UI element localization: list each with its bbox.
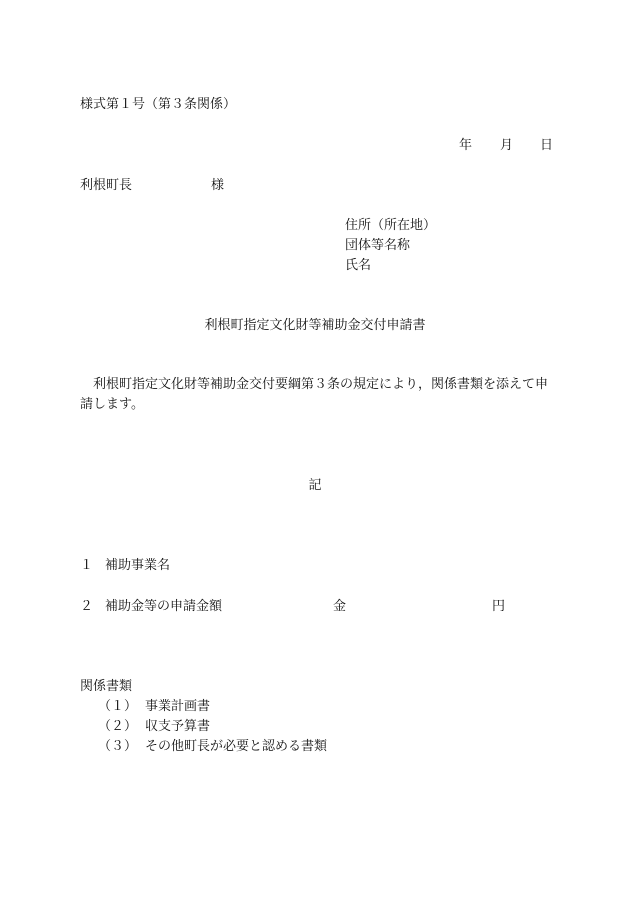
related-document-label: 収支予算書: [145, 719, 211, 734]
item-2-number: ２: [80, 599, 94, 614]
document-title: 利根町指定文化財等補助金交付申請書: [204, 318, 426, 333]
related-document-label: その他町長が必要と認める書類: [145, 739, 328, 754]
related-document-number: （２）: [98, 719, 138, 734]
record-heading: 記: [308, 478, 322, 493]
related-documents-heading: 関係書類: [80, 679, 133, 694]
related-document-number: （３）: [98, 739, 138, 754]
item-1-label: 補助事業名: [105, 558, 171, 573]
applicant-name-label: 氏名: [345, 258, 372, 273]
date-month-label: 月: [500, 138, 514, 153]
date-year-label: 年: [459, 138, 473, 153]
amount-prefix: 金: [333, 599, 347, 614]
addressee-honorific: 様: [211, 178, 225, 193]
addressee-name: 利根町長: [80, 178, 133, 193]
item-2-label: 補助金等の申請金額: [105, 599, 223, 614]
applicant-address-label: 住所（所在地）: [345, 218, 437, 233]
date-day-label: 日: [540, 138, 554, 153]
related-document-number: （１）: [98, 699, 138, 714]
related-document-label: 事業計画書: [145, 699, 211, 714]
applicant-organization-label: 団体等名称: [345, 238, 411, 253]
body-paragraph: 利根町指定文化財等補助金交付要綱第３条の規定により，関係書類を添えて申請します。: [80, 377, 549, 412]
amount-unit: 円: [492, 599, 506, 614]
item-1-number: １: [80, 558, 94, 573]
form-number: 様式第１号（第３条関係）: [80, 97, 237, 112]
